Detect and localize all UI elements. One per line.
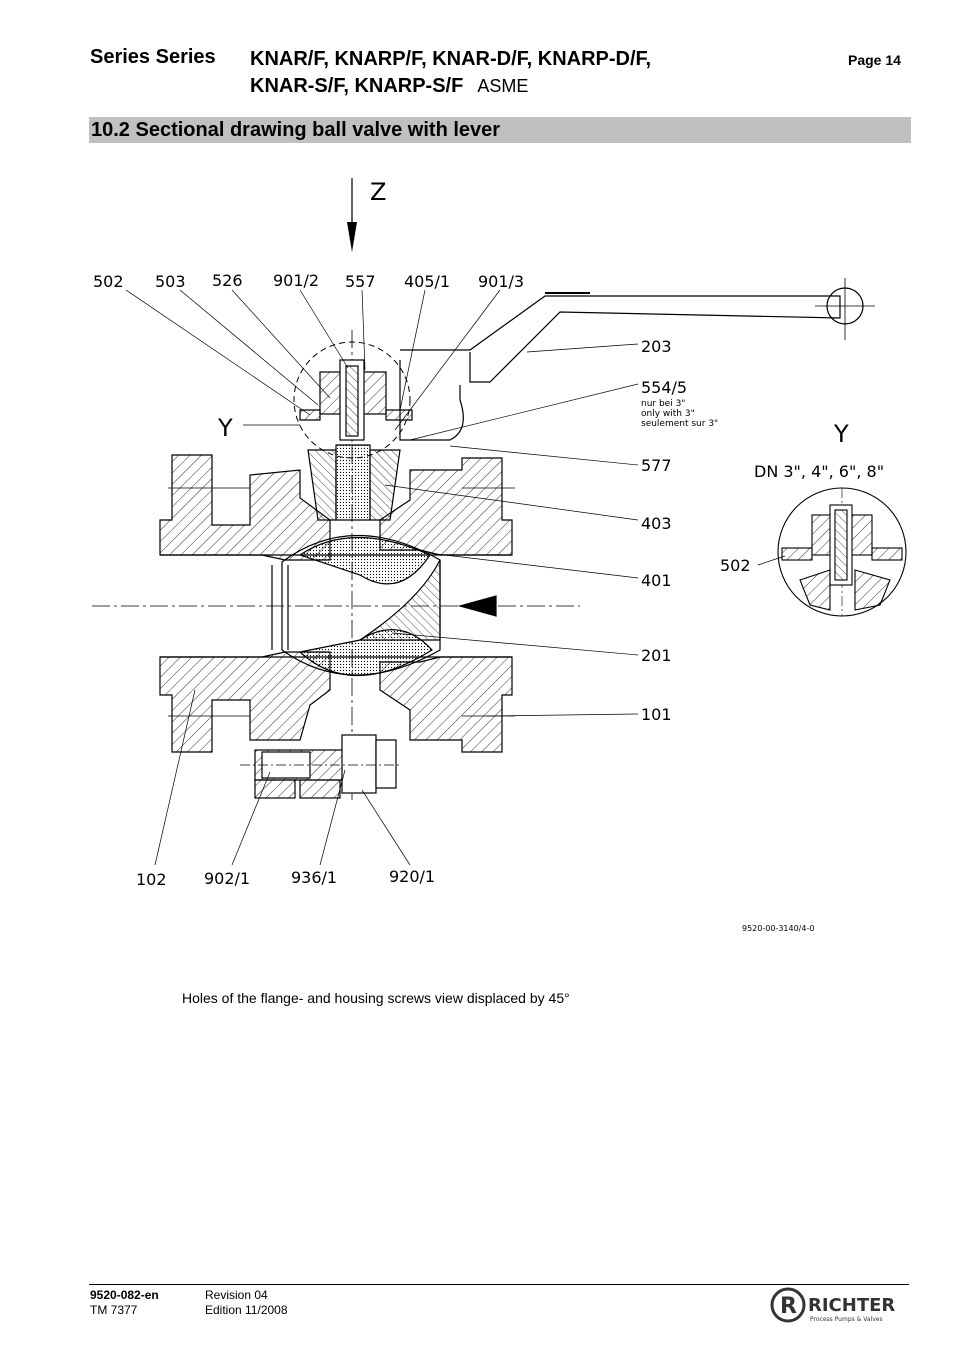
label-902-1: 902/1 (204, 869, 251, 888)
label-901-2: 901/2 (273, 271, 320, 290)
detail-label-502: 502 (720, 556, 751, 575)
label-101: 101 (641, 705, 672, 724)
header-models-line2 (250, 73, 651, 100)
caption: Holes of the flange- and housing screws view displaced by 45° (182, 990, 570, 1006)
label-405-1: 405/1 (404, 272, 451, 291)
label-201: 201 (641, 646, 672, 665)
footer-doc-number (90, 1288, 159, 1303)
label-503: 503 (155, 272, 186, 291)
header-models-line2-text: KNAR-S/F, KNARP-S/F (250, 75, 464, 97)
stem-bonnet (294, 342, 412, 520)
bottom-bolts (240, 735, 400, 798)
header-models (250, 46, 651, 100)
header-asme: ASME (477, 76, 529, 96)
label-577: 577 (641, 456, 672, 475)
footer-rule (89, 1284, 909, 1285)
header-models-line1: KNAR/F, KNARP/F, KNAR-D/F, KNARP-D/F, (250, 48, 652, 70)
view-z-label: Z (370, 178, 387, 206)
label-936-1: 936/1 (291, 868, 338, 887)
note-554-en: only with 3" (641, 409, 695, 419)
label-403: 403 (641, 514, 672, 533)
logo-subtitle: Process Pumps & Valves (810, 1316, 883, 1323)
header-series: Series Series (90, 46, 216, 68)
bottom-labels (136, 867, 435, 889)
note-554-de: nur bei 3" (641, 399, 686, 409)
footer-middle (205, 1288, 288, 1318)
detail-dn-note: DN 3", 4", 6", 8" (754, 462, 885, 481)
footer-left (90, 1288, 159, 1318)
label-526: 526 (212, 271, 243, 290)
label-557: 557 (345, 272, 376, 291)
view-y-left: Y (218, 414, 233, 442)
page-number: Page 14 (848, 52, 901, 68)
lever (400, 278, 875, 440)
view-y-right: Y (834, 420, 849, 448)
view-z-arrow (347, 178, 386, 252)
label-401: 401 (641, 571, 672, 590)
label-502: 502 (93, 272, 124, 291)
label-901-3: 901/3 (478, 272, 525, 291)
footer-doc-number-text: 9520-082-en (90, 1288, 159, 1302)
label-102: 102 (136, 870, 167, 889)
section-title: 10.2 Sectional drawing ball valve with lever (91, 119, 501, 141)
ball (272, 535, 496, 675)
label-203: 203 (641, 337, 672, 356)
label-554-5: 554/5 (641, 378, 688, 397)
drawing-number: 9520-00-3140/4-0 (742, 924, 815, 933)
svg-text:R: R (780, 1294, 797, 1319)
note-554-fr: seulement sur 3" (641, 419, 719, 429)
footer-edition: Edition 11/2008 (205, 1303, 288, 1317)
footer-revision: Revision 04 (205, 1288, 268, 1302)
top-labels (93, 271, 524, 291)
logo-text: RICHTER (808, 1295, 896, 1316)
right-labels (641, 337, 718, 724)
label-920-1: 920/1 (389, 867, 436, 886)
footer-tm: TM 7377 (90, 1303, 138, 1317)
section-heading-bar (89, 117, 911, 143)
richter-logo (770, 1287, 910, 1325)
sectional-drawing (0, 160, 954, 950)
detail-y (758, 488, 906, 616)
